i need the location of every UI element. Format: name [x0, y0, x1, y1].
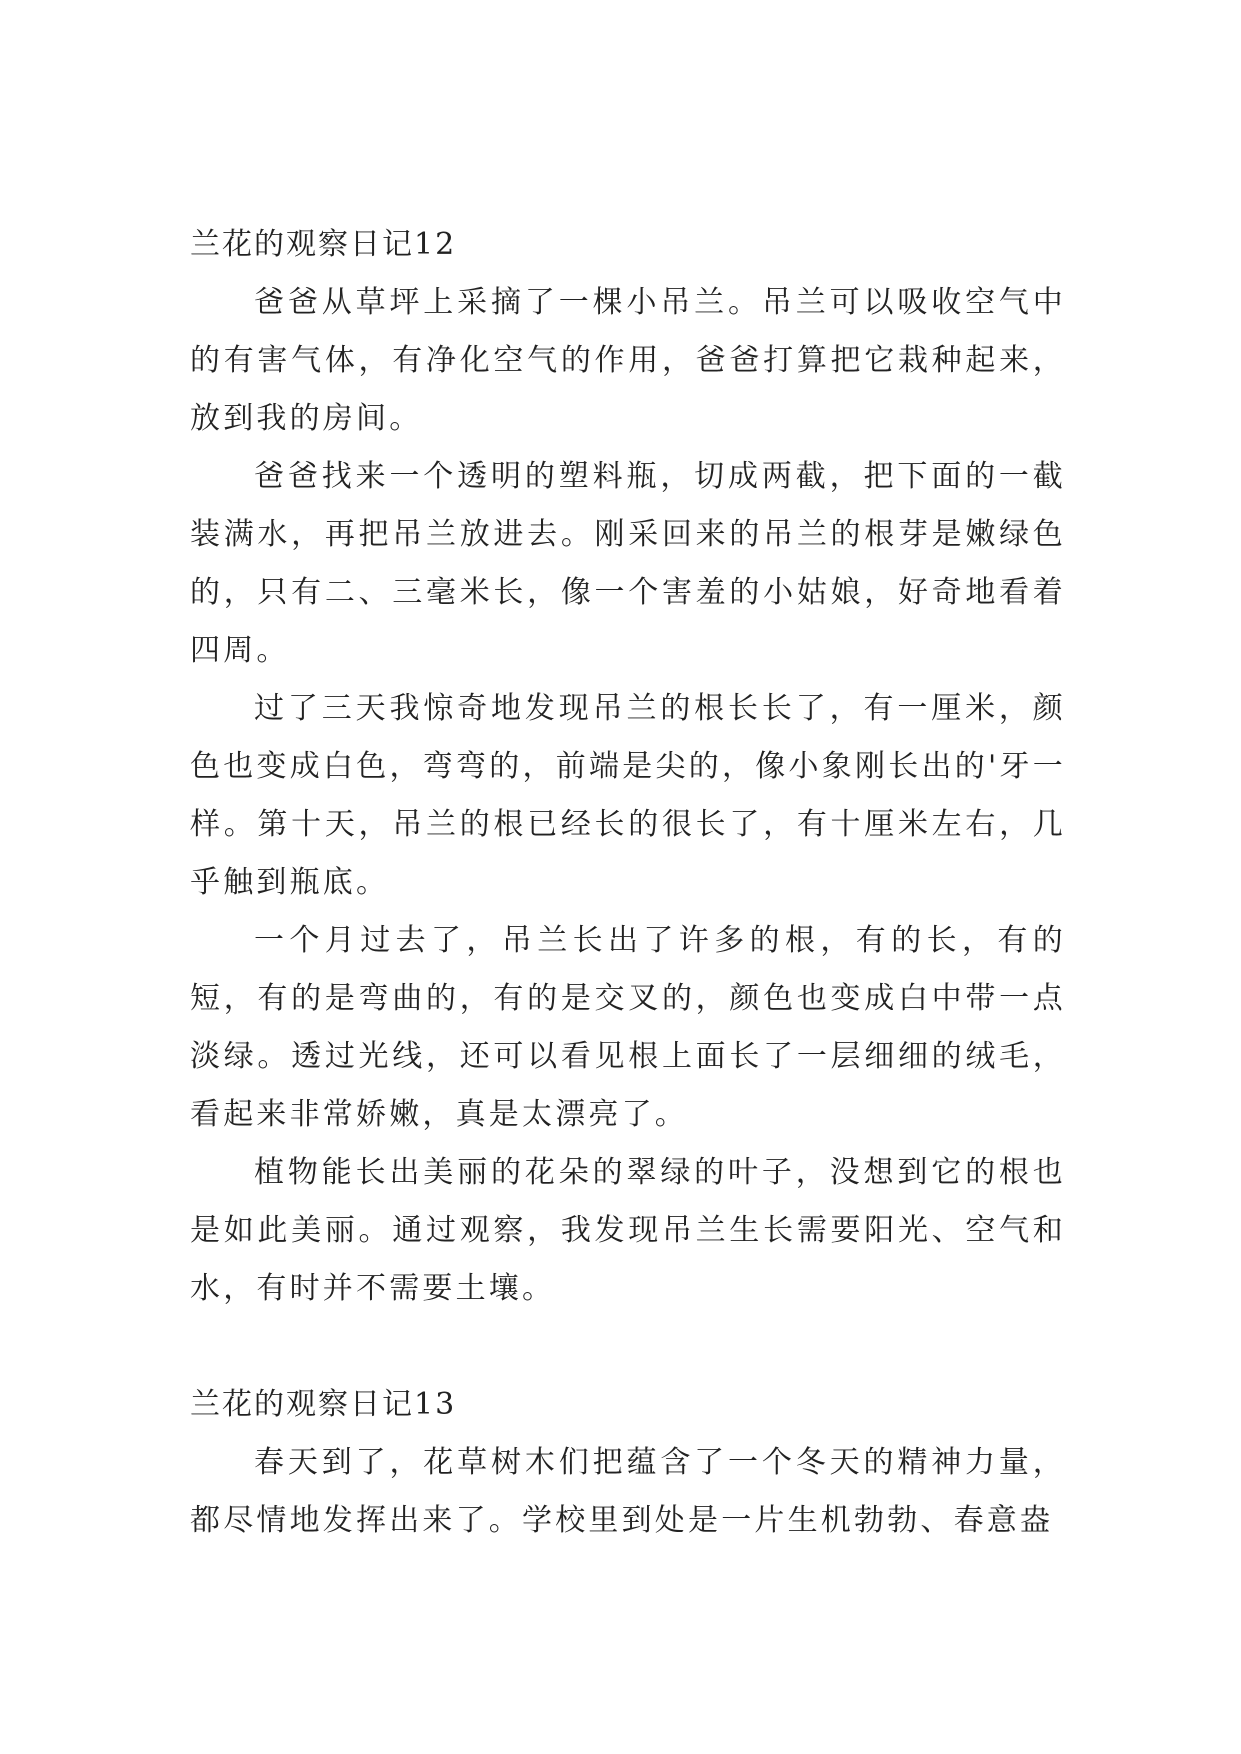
section-spacer: [190, 1318, 1066, 1376]
paragraph: 爸爸找来一个透明的塑料瓶，切成两截，把下面的一截装满水，再把吊兰放进去。刚采回来的吊兰的根芽是嫩绿色的，只有二、三毫米长，像一个害羞的小姑娘，好奇地看着四周。: [190, 459, 1066, 668]
document-body: [190, 216, 1066, 1550]
diary-entry-13: [190, 1376, 1066, 1550]
paragraph: 爸爸从草坪上采摘了一棵小吊兰。吊兰可以吸收空气中的有害气体，有净化空气的作用，爸爸打算把它栽种起来，放到我的房间。: [190, 285, 1066, 436]
paragraph: 植物能长出美丽的花朵的翠绿的叶子，没想到它的根也是如此美丽。通过观察，我发现吊兰生长需要阳光、空气和水，有时并不需要土壤。: [190, 1155, 1066, 1306]
entry-title: 兰花的观察日记13: [190, 1387, 457, 1422]
paragraph: 一个月过去了，吊兰长出了许多的根，有的长，有的短，有的是弯曲的，有的是交叉的，颜色也变成白中带一点淡绿。透过光线，还可以看见根上面长了一层细细的绒毛，看起来非常娇嫩，真是太漂亮了。: [190, 923, 1066, 1132]
paragraph: 春天到了，花草树木们把蕴含了一个冬天的精神力量，都尽情地发挥出来了。学校里到处是一片生机勃勃、春意盎: [190, 1445, 1066, 1538]
diary-entry-12: [190, 216, 1066, 1318]
paragraph: 过了三天我惊奇地发现吊兰的根长长了，有一厘米，颜色也变成白色，弯弯的，前端是尖的，像小象刚长出的'牙一样。第十天，吊兰的根已经长的很长了，有十厘米左右，几乎触到瓶底。: [190, 691, 1066, 900]
entry-title: 兰花的观察日记12: [190, 227, 457, 262]
